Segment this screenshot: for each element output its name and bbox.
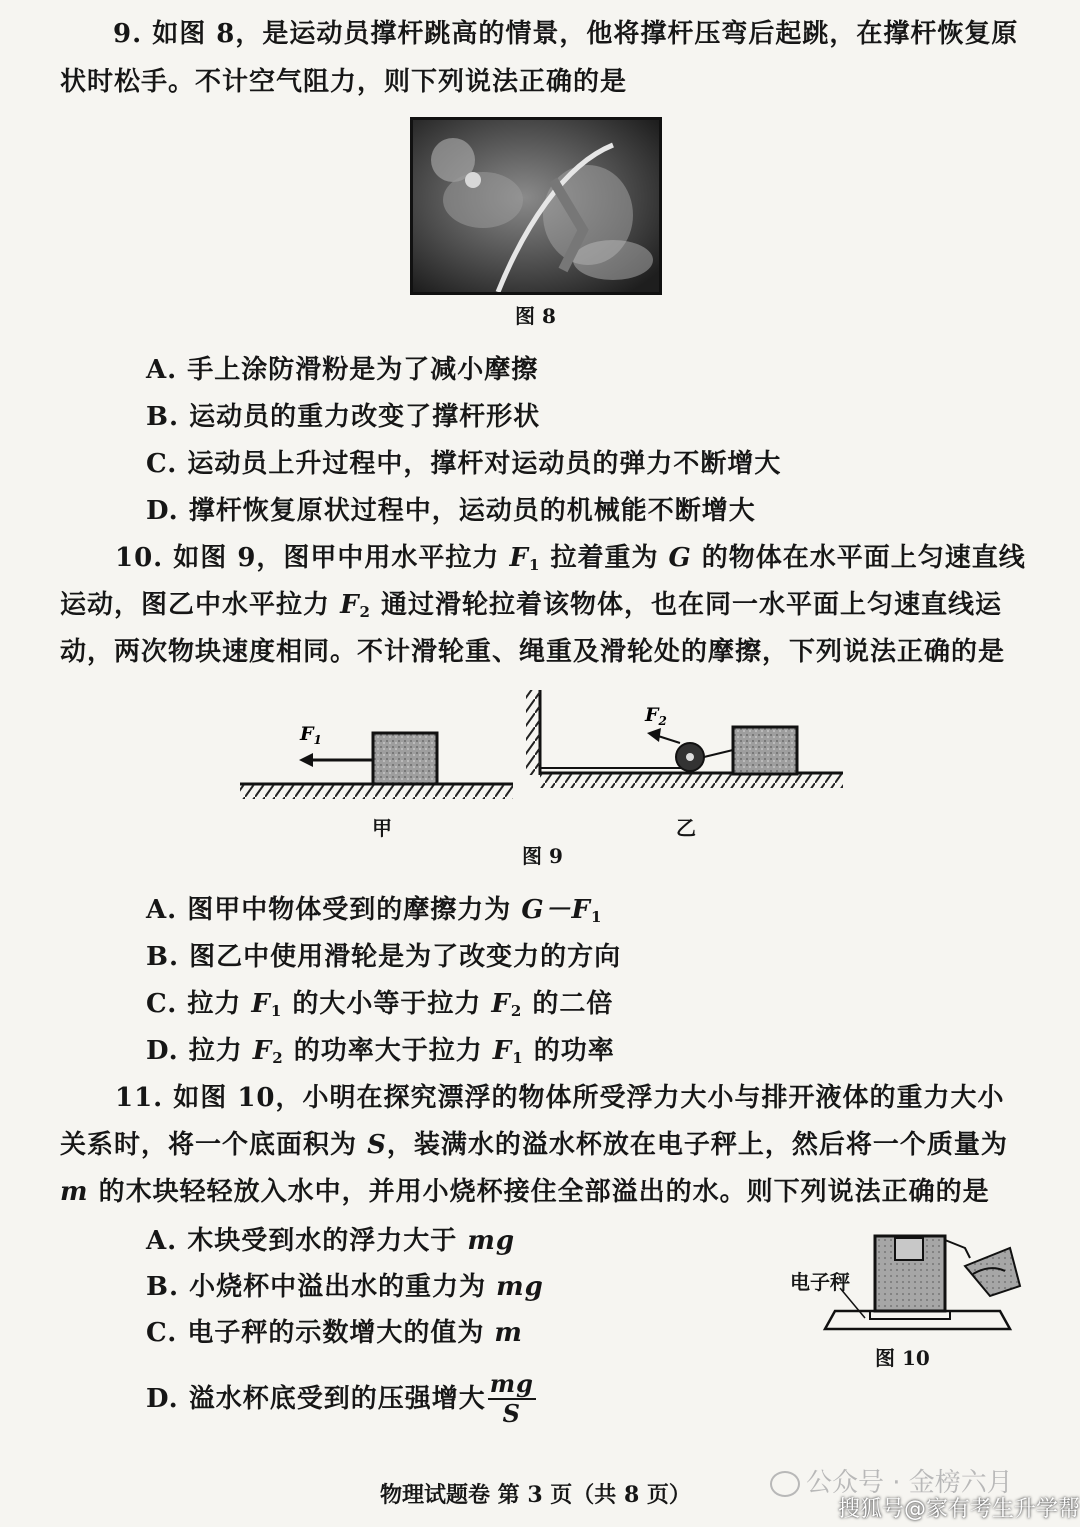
- diagram-jia: [240, 723, 513, 799]
- q10-stem-line1: 10. 如图 9，图甲中用水平拉力 $F_1$ 拉着重为 G 的物体在水平面上匀速直线: [115, 543, 1026, 574]
- q11-option-c: C. 电子秤的示数增大的值为 m: [146, 1318, 523, 1348]
- page-footer: 物理试题卷 第 3 页（共 8 页）: [380, 1482, 691, 1508]
- q10-stem-line3: 动，两次物块速度相同。不计滑轮重、绳重及滑轮处的摩擦，下列说法正确的是: [60, 637, 1006, 667]
- fraction-mg-over-s: $\frac{mg}{S}$: [489, 1369, 534, 1428]
- diagram-yi: [526, 690, 843, 788]
- label-jia: 甲: [372, 816, 392, 840]
- wechat-watermark: 公众号 · 金榜六月: [770, 1462, 1013, 1499]
- arrow-f2-icon: [647, 728, 661, 742]
- q11-option-d: D. 溢水杯底受到的压强增大 $\frac{mg}{S}$: [146, 1369, 534, 1428]
- q10-option-a: A. 图甲中物体受到的摩擦力为 $G-F_1$: [146, 895, 603, 926]
- f1-label: $F_1$: [300, 723, 322, 747]
- q11-stem-line3: m 的木块轻轻放入水中，并用小烧杯接住全部溢出的水。则下列说法正确的是: [60, 1177, 990, 1207]
- q10-option-c: C. 拉力 $F_1$ 的大小等于拉力 $F_2$ 的二倍: [146, 989, 614, 1020]
- sohu-watermark: 搜狐号@家有考生升学帮: [838, 1497, 1080, 1522]
- q9-stem-line2: 状时松手。不计空气阻力，则下列说法正确的是: [60, 67, 628, 97]
- label-yi: 乙: [676, 816, 696, 840]
- figure8-caption: 图 8: [515, 304, 556, 328]
- q11-option-a: A. 木块受到水的浮力大于 mg: [146, 1226, 516, 1256]
- q9-stem-line1: 9. 如图 8，是运动员撑杆跳高的情景，他将撑杆压弯后起跳，在撑杆恢复原: [113, 19, 1019, 49]
- wechat-icon: [770, 1471, 800, 1497]
- wood-block: [895, 1238, 923, 1260]
- q9-option-b: B. 运动员的重力改变了撑杆形状: [146, 402, 541, 432]
- arrow-f1-icon: [299, 753, 313, 767]
- pole-vault-photo: [410, 117, 662, 295]
- scale-label: 电子秤: [790, 1270, 850, 1294]
- q9-option-a: A. 手上涂防滑粉是为了减小摩擦: [146, 355, 539, 385]
- small-beaker: [965, 1248, 1020, 1296]
- q11-stem-line1: 11. 如图 10，小明在探究漂浮的物体所受浮力大小与排开液体的重力大小: [115, 1083, 1005, 1113]
- block-jia: [373, 733, 437, 784]
- figure10-caption: 图 10: [875, 1346, 930, 1370]
- block-yi: [733, 727, 797, 774]
- q11-option-b: B. 小烧杯中溢出水的重力为 mg: [146, 1272, 544, 1302]
- figure9-diagram: [235, 685, 855, 835]
- q10-stem-line2: 运动，图乙中水平拉力 $F_2$ 通过滑轮拉着该物体，也在同一水平面上匀速直线运: [60, 590, 1003, 621]
- q9-option-d: D. 撑杆恢复原状过程中，运动员的机械能不断增大: [146, 496, 756, 526]
- f2-label: $F_2$: [645, 704, 667, 728]
- figure9-caption: 图 9: [522, 844, 563, 868]
- q10-option-b: B. 图乙中使用滑轮是为了改变力的方向: [146, 942, 622, 972]
- q11-stem-line2: 关系时，将一个底面积为 S，装满水的溢水杯放在电子秤上，然后将一个质量为: [60, 1130, 1008, 1160]
- q10-option-d: D. 拉力 $F_2$ 的功率大于拉力 $F_1$ 的功率: [146, 1036, 615, 1067]
- q9-option-c: C. 运动员上升过程中，撑杆对运动员的弹力不断增大: [146, 449, 782, 479]
